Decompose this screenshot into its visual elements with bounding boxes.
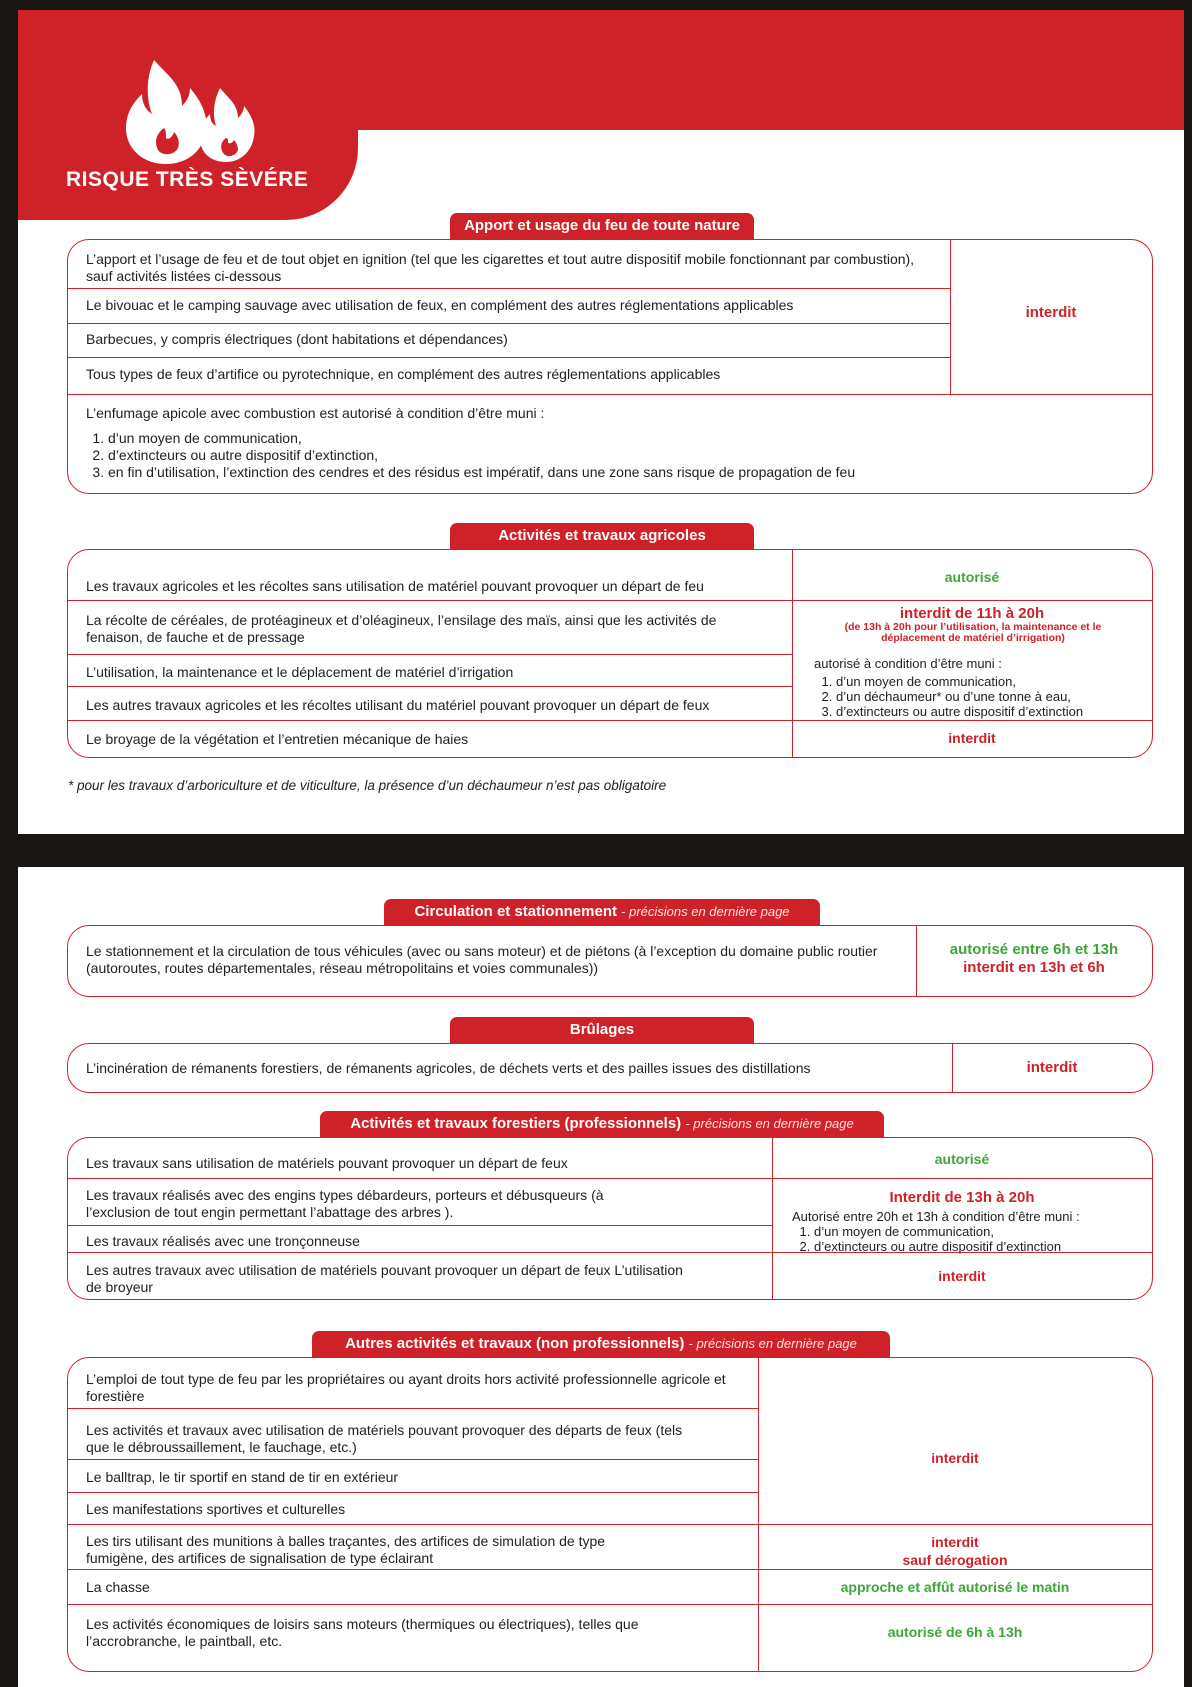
apiculture-condition-2: 2. d’extincteurs ou autre dispositif d’extinction,: [108, 447, 1136, 464]
fire-use-row-1: L’apport et l’usage de feu et de tout objet en ignition (tel que les cigarettes et tout autre dispositif mobile fonctionnant par combustion), sauf activités listées ci-dessous: [86, 251, 915, 284]
forestry-condition-2: 2. d’extincteurs ou autre dispositif d’extinction: [814, 1239, 1148, 1254]
agriculture-row-4: Les autres travaux agricoles et les récoltes utilisant du matériel pouvant provoquer un départ de feux: [86, 697, 710, 713]
agriculture-row-5: Le broyage de la végétation et l’entretien mécanique de haies: [86, 731, 469, 747]
section-burning-title-text: Brûlages: [569, 1021, 635, 1038]
other-row-3: Le balltrap, le tir sportif en stand de tir en extérieur: [86, 1469, 399, 1485]
page-one: [18, 10, 1184, 834]
agriculture-condition-intro: autorisé à condition d’être muni :: [814, 656, 1002, 671]
other-row-1: L’emploi de tout type de feu par les propriétaires ou ayant droits hors activité professionnelle agricole et forestière: [86, 1371, 726, 1404]
section-traffic-note: - précisions en dernière page: [621, 904, 790, 919]
traffic-status-forbidden: interdit en 13h et 6h: [963, 959, 1105, 976]
risk-level-title: RISQUE TRÈS SÈVÉRE: [66, 168, 309, 191]
section-forestry-title-text: Activités et travaux forestiers (professionnels): [350, 1115, 682, 1132]
section-agriculture-table: [67, 549, 1153, 758]
section-other-title-text: Autres activités et travaux (non professionnels): [345, 1335, 685, 1352]
forestry-condition-1: 1. d’un moyen de communication,: [814, 1224, 1148, 1239]
other-status-leisure: autorisé de 6h à 13h: [887, 1624, 1023, 1640]
section-other-title: [312, 1331, 890, 1357]
traffic-status-authorized: autorisé entre 6h et 13h: [949, 941, 1119, 958]
other-status-derogation-1: interdit: [931, 1534, 979, 1550]
forestry-conditions: [792, 1224, 1148, 1254]
fire-use-row-4: Tous types de feux d’artifice ou pyrotechnique, en complément des autres réglementations applicables: [86, 366, 721, 382]
agriculture-footnote: * pour les travaux d’arboriculture et de viticulture, la présence d’un déchaumeur n’est pas obligatoire: [68, 778, 667, 793]
forestry-status-authorized: autorisé: [934, 1151, 990, 1167]
section-burning-title: [450, 1017, 754, 1043]
section-other-note: - précisions en dernière page: [688, 1336, 857, 1351]
agriculture-status-forbidden: interdit: [948, 730, 996, 746]
other-status-forbidden: interdit: [931, 1450, 979, 1466]
apiculture-conditions: [86, 430, 1136, 481]
agriculture-conditions: [814, 674, 1150, 719]
fire-use-row-3: Barbecues, y compris électriques (dont habitations et dépendances): [86, 331, 508, 347]
other-row-7: Les activités économiques de loisirs sans moteurs (thermiques ou électriques), telles que l’accrobranche, le paintball, etc.: [86, 1616, 639, 1649]
apiculture-condition-3: 3. en fin d’utilisation, l’extinction des cendres et des résidus est impératif, dans une zone sans risque de propagation de feu: [108, 464, 1136, 481]
agriculture-row-2: La récolte de céréales, de protéagineux et d’oléagineux, l’ensilage des maïs, ainsi que les activités de fenaison, de fauche et de pressage: [86, 612, 717, 645]
apiculture-intro: L’enfumage apicole avec combustion est autorisé à condition d’être muni :: [86, 405, 545, 421]
section-traffic-title: [384, 899, 820, 925]
fire-use-status: interdit: [1025, 304, 1077, 321]
agriculture-row-1: Les travaux agricoles et les récoltes sans utilisation de matériel pouvant provoquer un départ de feu: [86, 578, 704, 594]
page-two: [18, 867, 1184, 1687]
section-traffic-table: [67, 925, 1153, 997]
agriculture-status-hours-note: (de 13h à 20h pour l’utilisation, la maintenance et le déplacement de matériel d’irrigation): [844, 621, 1102, 644]
burning-status: interdit: [1026, 1059, 1078, 1076]
section-forestry-note: - précisions en dernière page: [685, 1116, 854, 1131]
section-other-table: [67, 1357, 1153, 1672]
fire-use-row-2: Le bivouac et le camping sauvage avec utilisation de feux, en complément des autres réglementations applicables: [86, 297, 794, 313]
agriculture-condition-2: 2. d’un déchaumeur* ou d’une tonne à eau,: [836, 689, 1150, 704]
agriculture-status-authorized: autorisé: [944, 569, 1000, 585]
section-forestry-table: [67, 1137, 1153, 1300]
section-burning-table: [67, 1043, 1153, 1093]
section-fire-use-title: [450, 213, 754, 239]
burning-row: L’incinération de rémanents forestiers, de rémanents agricoles, de déchets verts et des pailles issues des distillations: [86, 1060, 811, 1076]
section-forestry-title: [320, 1111, 884, 1137]
agriculture-condition-1: 1. d’un moyen de communication,: [836, 674, 1150, 689]
section-fire-use-title-text: Apport et usage du feu de toute nature: [464, 217, 740, 234]
other-row-2: Les activités et travaux avec utilisation de matériels pouvant provoquer des départs de feux (tels que le débroussaillement, le fauchage, etc.): [86, 1422, 683, 1455]
other-status-hunting: approche et affût autorisé le matin: [840, 1579, 1070, 1595]
agriculture-status-hours: interdit de 11h à 20h: [899, 605, 1045, 622]
traffic-row: Le stationnement et la circulation de tous véhicules (avec ou sans moteur) et de piétons (à l’exception du domaine public routier (autoroutes, routes départementales, réseau métropolitains et voies communales)): [86, 943, 878, 976]
agriculture-condition-3: 3. d’extincteurs ou autre dispositif d’extinction: [836, 704, 1150, 719]
forestry-row-1: Les travaux sans utilisation de matériels pouvant provoquer un départ de feux: [86, 1155, 568, 1171]
other-row-5: Les tirs utilisant des munitions à balles traçantes, des artifices de simulation de type fumigène, des artifices de signalisation de type éclairant: [86, 1533, 606, 1566]
section-fire-use-table: [67, 239, 1153, 494]
section-agriculture-title-text: Activités et travaux agricoles: [498, 527, 706, 544]
flames-icon: [116, 58, 276, 168]
forestry-row-2: Les travaux réalisés avec des engins types débardeurs, porteurs et débusqueurs (à l’exclusion de tout engin permettant l’abattage des arbres ).: [86, 1187, 604, 1220]
agriculture-row-3: L’utilisation, la maintenance et le déplacement de matériel d’irrigation: [86, 664, 514, 680]
other-row-4: Les manifestations sportives et culturelles: [86, 1501, 346, 1517]
other-row-6: La chasse: [86, 1579, 150, 1595]
forestry-row-4: Les autres travaux avec utilisation de matériels pouvant provoquer un départ de feux L’utilisation de broyeur: [86, 1262, 683, 1295]
forestry-condition-intro: Autorisé entre 20h et 13h à condition d’être muni :: [792, 1209, 1080, 1224]
forestry-status-hours: Interdit de 13h à 20h: [889, 1189, 1035, 1206]
apiculture-condition-1: 1. d’un moyen de communication,: [108, 430, 1136, 447]
section-agriculture-title: [450, 523, 754, 549]
other-status-derogation-2: sauf dérogation: [902, 1552, 1008, 1568]
forestry-row-3: Les travaux réalisés avec une tronçonneuse: [86, 1233, 360, 1249]
forestry-status-forbidden: interdit: [938, 1268, 986, 1284]
section-traffic-title-text: Circulation et stationnement: [414, 903, 617, 920]
